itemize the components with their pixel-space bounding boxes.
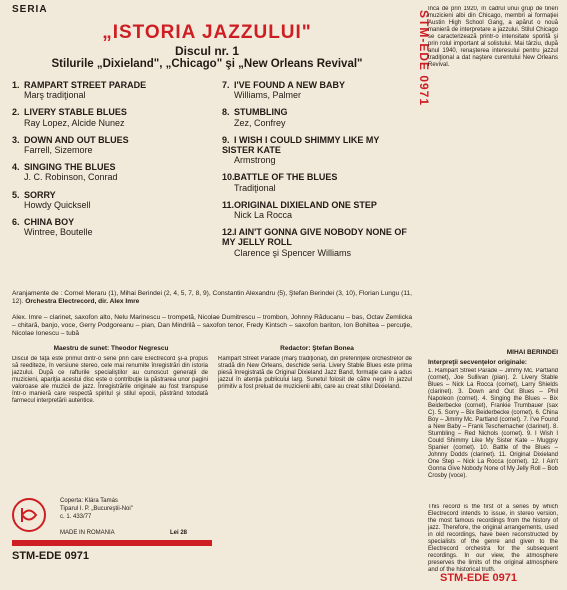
english-notes: This record is the first of a series by which Electrecord intends to issue, in stereo version, the most famous recordings from the history of jazz. Therefore, the original arrangements, used in old recordings, have been reconstructed by specialists of the genre and given to the Electrecord orchestra for the subsequent recordings. In our view, the atmosphere preserves the limits of the original atmosphere and of the historical truth. [428, 504, 558, 573]
track-item [12, 107, 210, 127]
disc-number: Discul nr. 1 [174, 44, 240, 58]
track-number: 8. [222, 107, 230, 118]
print-ref: c. 1. 433/77 [60, 514, 92, 520]
track-title [12, 107, 210, 117]
album-title: „ISTORIA JAZZULUI" [102, 22, 312, 43]
track-title [12, 135, 210, 145]
print-credit: Tiparul I. P. „Bucureştii-Noi" [60, 506, 133, 512]
cover-credit: Coperta: Klára Tamás [60, 498, 118, 504]
arrangements-text: Aranjamente de : Cornel Meraru (1), Mihai Berindei (2, 4, 5, 7, 8, 9), Constantin Alexandru (5), Ştefan Berindei (3, 10), Florian Lungu (11, 12). [12, 290, 412, 305]
arrangements-credit [12, 290, 412, 306]
track-title-text: LIVERY STABLE BLUES [24, 107, 127, 118]
track-number: 9. [222, 134, 230, 145]
track-composer: Howdy Quicksell [24, 199, 91, 210]
track-title [222, 135, 412, 155]
track-composer: Farrell, Sizemore [24, 145, 93, 156]
track-number: 3. [12, 134, 20, 145]
track-composer: J. C. Robinson, Conrad [24, 172, 118, 183]
track-title [222, 80, 412, 90]
track-number: 1. [12, 80, 20, 90]
track-composer: Clarence şi Spencer Williams [234, 247, 352, 258]
track-item [222, 135, 412, 166]
track-title [12, 80, 210, 90]
track-composer: Zez, Confrey [234, 117, 286, 128]
track-composer: Tradiţional [234, 182, 276, 193]
track-item [222, 172, 412, 192]
track-number: 7. [222, 80, 230, 90]
track-number: 2. [12, 107, 20, 118]
footer-bar-left [12, 540, 212, 546]
track-title [222, 227, 412, 247]
editor-credit: Redactor: Ştefan Bonea [280, 345, 354, 352]
track-composer: Armstrong [234, 155, 276, 166]
track-title-text: ORIGINAL DIXIELAND ONE STEP [234, 199, 377, 210]
track-title-text: CHINA BOY [24, 217, 75, 228]
original-performers: 1. Rampart Street Parade – Jimmy Mc. Partland (cornet), Joe Sullivan (pian). 2. Livery Stable Blues – Nick La Rocca (cornet), Larry Shields (clarinet). 3. Down and Out Blues – Phil Napoleon (cornet). 4. Singing the Blues – Bix Beiderbecke (cornet), Frankie Trumbauer (sax C). 5. Sorry – Bix Beiderbecke (cornet). 6. China Boy – Jimmy Mc. Partland (cornet). 7. I've Found a New Baby – Frank Teschemacher (clarinet). 8. Stumbling – Red Nichols (cornet). 9. I Wish I Could Shimmy Like My Sister Kate – Muggsy Spanier (cornet). 10. Battle of the Blues – Johnny Dodds (clarinet). 11. Original Dixieland One Step – Nick La Rocca (cornet). 12. I Ain't Gonna Give Nobody None of My Jelly Roll – Bob Crosby (voce). [428, 368, 558, 479]
track-title-text: I AIN'T GONNA GIVE NOBODY NONE OF MY JELLY ROLL [222, 227, 407, 248]
track-number: 4. [12, 162, 20, 173]
catalog-code-left: STM-EDE 0971 [12, 550, 90, 562]
track-title-text: BATTLE OF THE BLUES [234, 172, 338, 183]
track-number: 6. [12, 217, 20, 228]
track-title-text: I WISH I COULD SHIMMY LIKE MY SISTER KATE [222, 134, 380, 156]
track-number: 10. [222, 172, 235, 183]
author-signature: MIHAI BERINDEI [506, 349, 558, 356]
track-title [222, 200, 412, 210]
track-number: 11. [222, 199, 235, 210]
track-title [222, 172, 412, 182]
styles-subtitle: Stilurile „Dixieland", „Chicago" şi „New Orleans Revival" [51, 58, 363, 70]
made-in-label: MADE IN ROMANIA [60, 530, 115, 536]
track-composer: Wintree, Boutelle [24, 227, 93, 238]
musicians-list: Alex. Imre – clarinet, saxofon alto, Nelu Marinescu – trompetă, Nicolae Dumitrescu – trombon, Johnny Răducanu – bas, Octav Zemlicka – chitară, banjo, voce, Gerry Podgoreanu – pian, Dan Mindrilă – saxofon tenor, Fredy Kintsch – saxofon bariton, Ion Bohiltea – percuţie, Nicolae Ionescu – tubă [12, 314, 412, 337]
liner-notes-middle: Rampart Street Parade (marş tradiţional), din preferinţele orchestrelor de stradă din New Orleans, deschide seria. Livery Stable Blues este prima piesă înregistrată de Original Dixieland Jazz Band, formaţie care a adus jazzul în atenţia publicului larg. Sunetul folosit de către negri în jazzul primitiv a fost preluat de muzicienii albi, care au creat stilul Dixieland. [218, 356, 412, 390]
track-item [12, 80, 210, 100]
track-title-text: SINGING THE BLUES [24, 162, 116, 173]
track-item [222, 107, 412, 127]
tracklist-side-b [222, 80, 412, 265]
catalog-code-right: STM-EDE 0971 [440, 572, 518, 584]
track-title-text: SORRY [24, 189, 56, 200]
track-item [12, 190, 210, 210]
sound-master: Maestru de sunet: Theodor Negrescu [53, 345, 169, 352]
track-item [12, 162, 210, 182]
track-title-text: I'VE FOUND A NEW BABY [234, 80, 345, 90]
liner-notes-left: Discul de faţă este primul dintr-o serie prin care Electrecord şi-a propus să reediteze, în versiune stereo, cele mai renumite înregistrări din istoria jazzului. După ce rafturile specialiştilor au cunoscut generaţii de muzicieni, apariţia acestui disc este o contribuţie la păstrarea unor pagini valoroase ale muzicii de jazz. Înregistrările originale au fost transpuse într-o manieră care respectă spiritul şi stilul epocii, păstrând totodată farmecul interpretării autentice. [12, 356, 208, 404]
series-label: SERIA [12, 4, 48, 15]
track-title-text: DOWN AND OUT BLUES [24, 134, 129, 145]
vertical-catalog-code: STM-EDE 0971 [417, 10, 431, 107]
liner-notes-right: Încă de prin 1920, în cadrul unui grup de tineri muzicieni albi din Chicago, membri ai formaţiei Austin High School Gang, a apărut o nouă manieră de interpretare a jazzului. Stilul Chicago se caracterizează printr-o intensitate sporită şi prin rolul important al solistului. Mai târziu, după anul 1940, renaşterea interesului pentru jazzul tradiţional a dat naştere curentului New Orleans Revival. [428, 6, 558, 68]
track-composer: Williams, Palmer [234, 90, 302, 101]
track-item [222, 200, 412, 220]
track-title-text: RAMPART STREET PARADE [24, 80, 147, 90]
price-label: Lei 28 [170, 530, 188, 536]
track-number: 12. [222, 227, 235, 238]
credits-heading: Interpreţii secvenţelor originale: [428, 359, 527, 366]
track-title [12, 190, 210, 200]
electrecord-logo-icon [12, 498, 46, 532]
track-composer: Nick La Rocca [234, 210, 293, 221]
tracklist-side-a [12, 80, 210, 244]
track-title [222, 107, 412, 117]
track-title [12, 162, 210, 172]
track-item [12, 217, 210, 237]
orchestra-name: Orchestra Electrecord, dir. Alex Imre [25, 298, 140, 305]
track-item [222, 80, 412, 100]
track-item [222, 227, 412, 258]
track-item [12, 135, 210, 155]
track-title [12, 217, 210, 227]
track-composer: Ray Lopez, Alcide Nunez [24, 117, 125, 128]
track-number: 5. [12, 189, 20, 200]
track-composer: Marş tradiţional [24, 90, 86, 101]
track-title-text: STUMBLING [234, 107, 288, 118]
